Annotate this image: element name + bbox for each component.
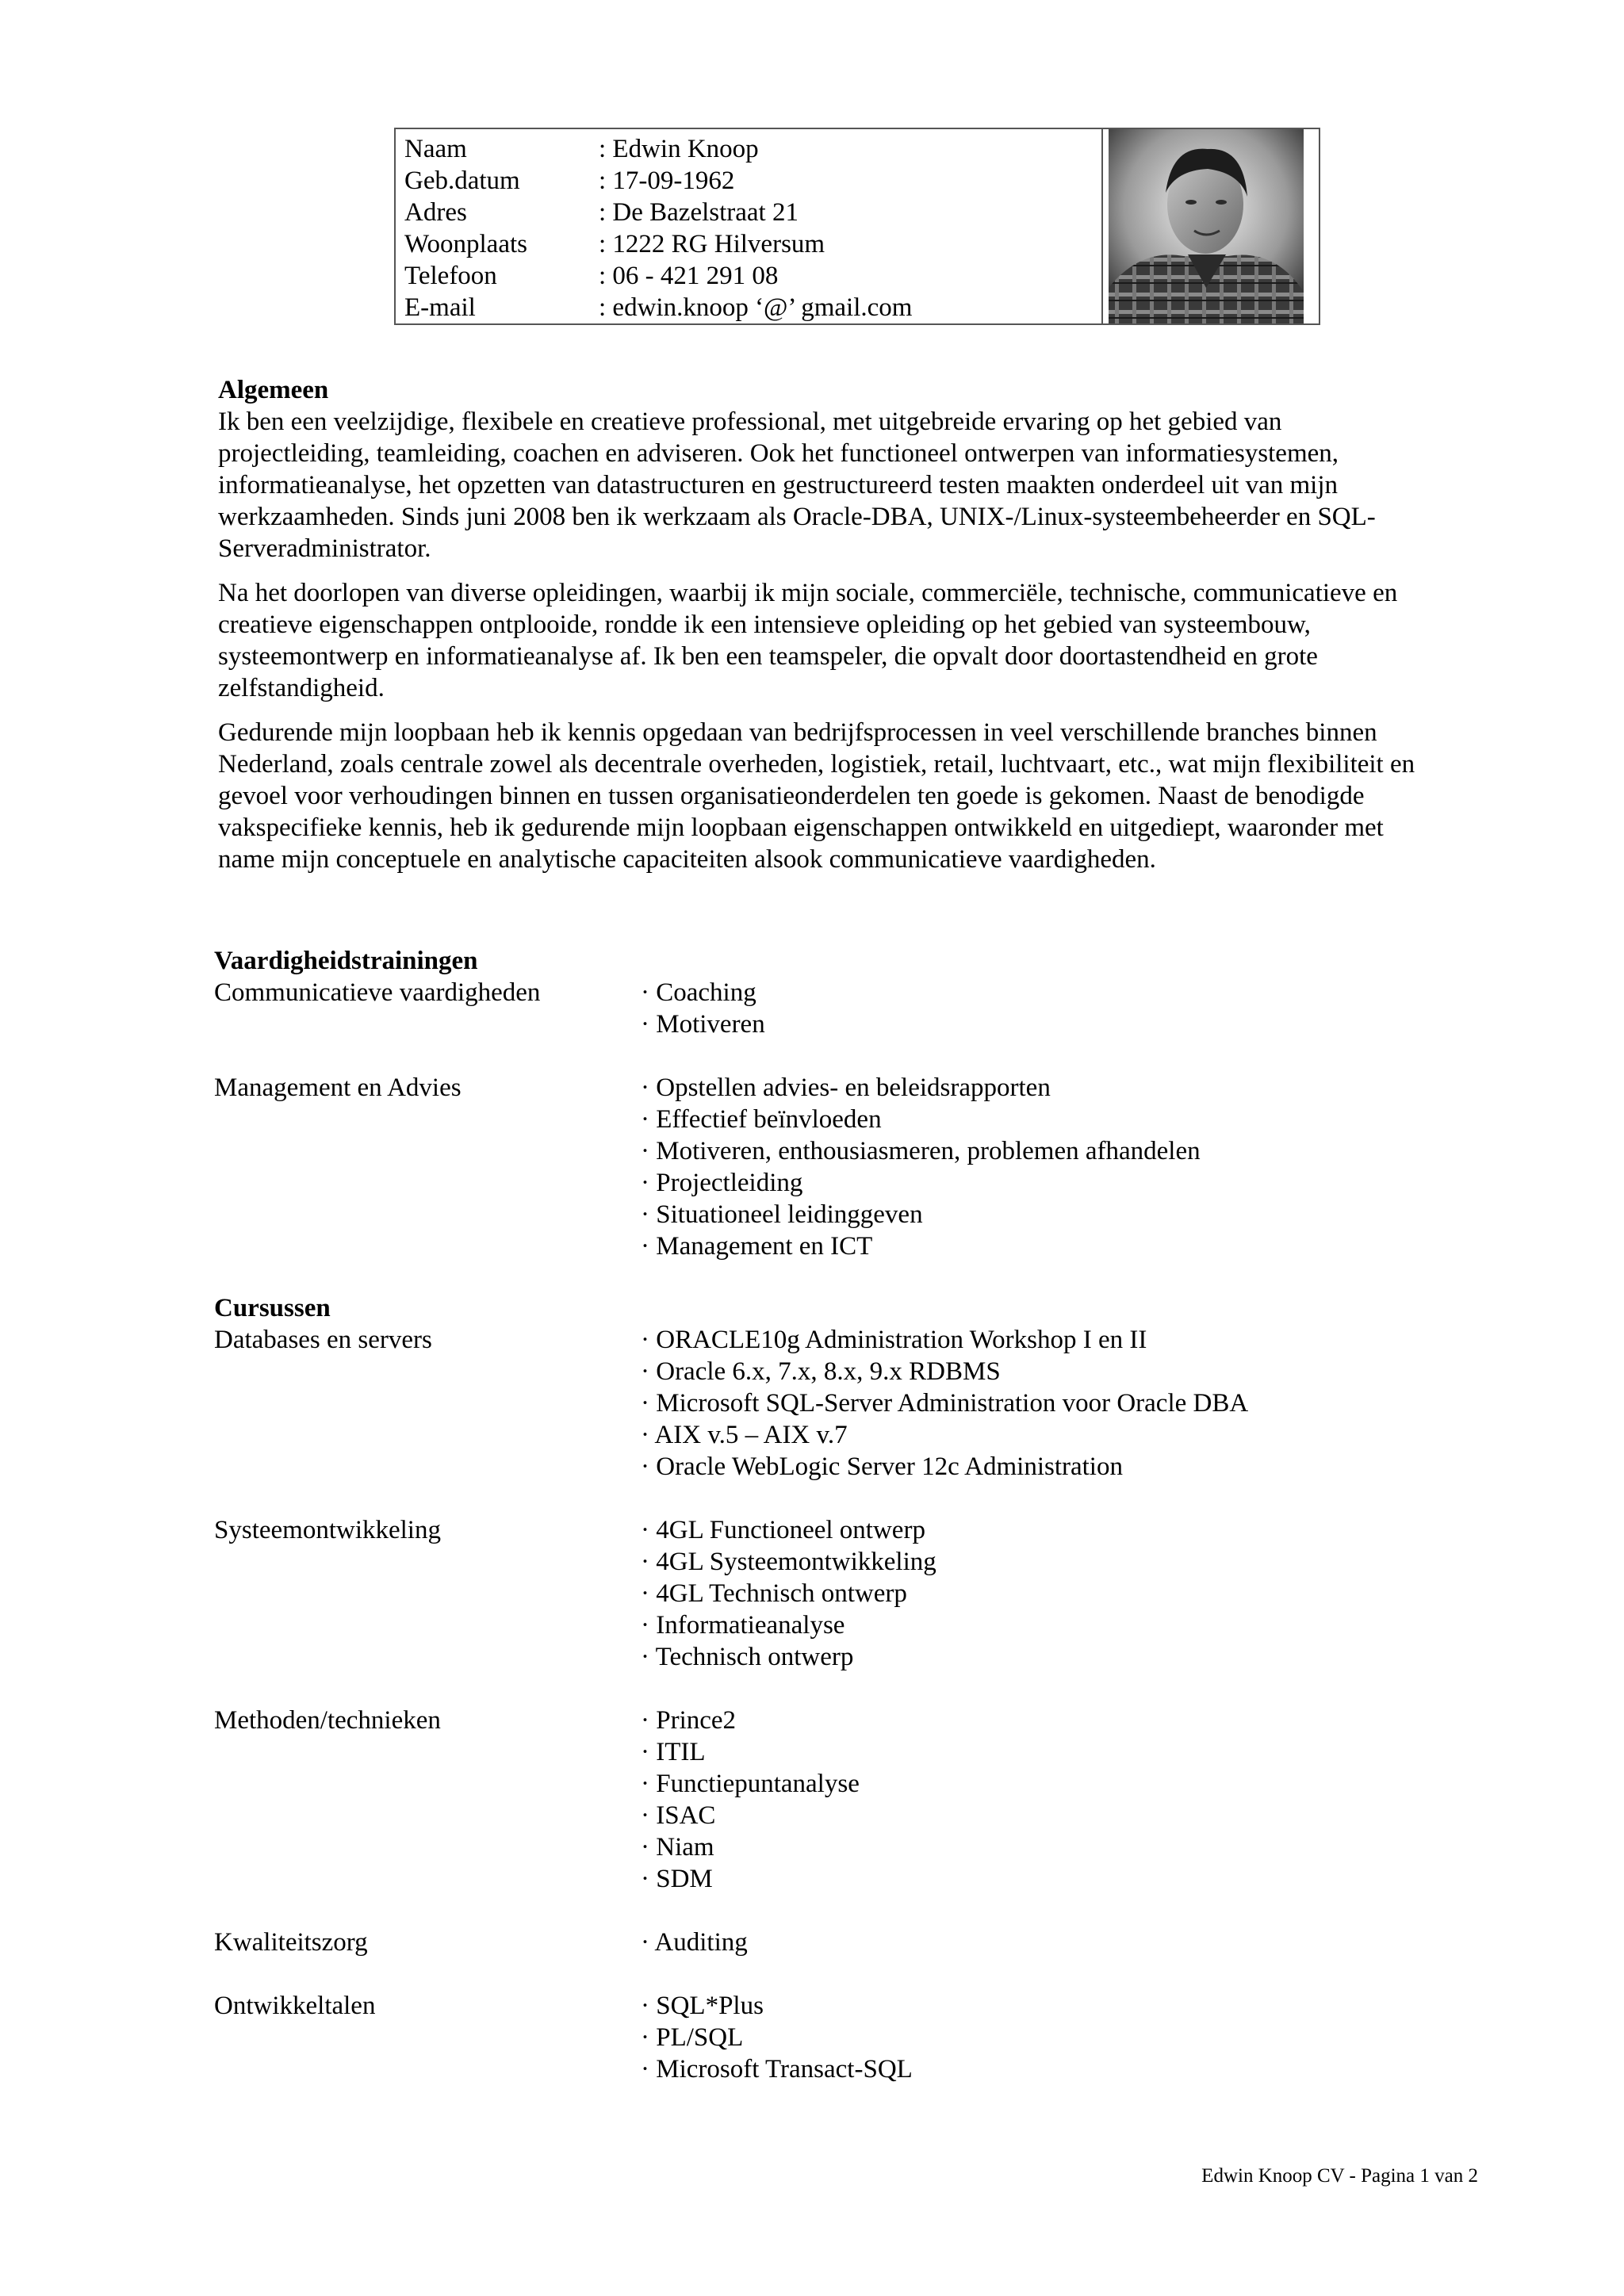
list-item: · AIX v.5 – AIX v.7 xyxy=(641,1421,848,1449)
section-algemeen xyxy=(218,374,1487,888)
detail-value: : Edwin Knoop xyxy=(599,135,759,163)
paragraph xyxy=(218,717,1487,875)
text-line: Gedurende mijn loopbaan heb ik kennis opgedaan van bedrijfsprocessen in veel verschillende branches binnen xyxy=(218,718,1377,747)
detail-value: : edwin.knoop ‘@’ gmail.com xyxy=(599,293,913,322)
text-line: gevoel voor verhoudingen binnen en tussen organisatieonderdelen ten goede is gekomen. Naast de benodigde xyxy=(218,782,1365,810)
section-heading: Cursussen xyxy=(214,1294,331,1322)
detail-row-email xyxy=(404,292,912,323)
skill-list xyxy=(641,977,765,1040)
text-line: Ik ben een veelzijdige, flexibele en creatieve professional, met uitgebreide ervaring op het gebied van xyxy=(218,408,1282,436)
skill-group-label: Ontwikkeltalen xyxy=(214,1992,376,2020)
text-line: name mijn conceptuele en analytische capaciteiten alsook communicatieve vaardigheden. xyxy=(218,845,1156,874)
skill-list xyxy=(641,1072,1201,1262)
skill-group-label: Management en Advies xyxy=(214,1073,462,1102)
list-item: · Oracle WebLogic Server 12c Administration xyxy=(641,1452,1123,1481)
text-line: systeemontwerp en informatieanalyse af. Ik ben een teamspeler, die opvalt door doortastendheid en grote xyxy=(218,642,1318,671)
skill-group-label: Methoden/technieken xyxy=(214,1706,441,1735)
skill-list xyxy=(641,1514,936,1673)
paragraph xyxy=(218,406,1487,564)
skill-group-ontwikkeltalen xyxy=(214,1990,1483,2085)
detail-row-telefoon xyxy=(404,260,912,292)
detail-value: : De Bazelstraat 21 xyxy=(599,198,799,227)
list-item: · 4GL Technisch ontwerp xyxy=(641,1579,907,1608)
list-item: · Management en ICT xyxy=(641,1232,873,1261)
skill-group-label: Databases en servers xyxy=(214,1326,432,1354)
skill-group-label: Kwaliteitszorg xyxy=(214,1928,368,1957)
text-line: informatieanalyse, het opzetten van datastructuren en gestructureerd testen maakten onderdeel uit van mijn xyxy=(218,471,1339,499)
list-item: · 4GL Systeemontwikkeling xyxy=(641,1548,936,1576)
skill-group-methoden xyxy=(214,1705,1483,1895)
list-item: · Oracle 6.x, 7.x, 8.x, 9.x RDBMS xyxy=(641,1357,1001,1386)
list-item: · 4GL Functioneel ontwerp xyxy=(641,1516,925,1544)
section-vaardigheidstrainingen xyxy=(214,945,1483,1262)
list-item: · ITIL xyxy=(641,1738,706,1766)
list-item: · Functiepuntanalyse xyxy=(641,1770,860,1798)
page-footer: Edwin Knoop CV - Pagina 1 van 2 xyxy=(1201,2165,1478,2187)
text-line: creatieve eigenschappen ontplooide, rondde ik een intensieve opleiding op het gebied van systeembouw, xyxy=(218,610,1311,639)
section-heading: Algemeen xyxy=(218,376,329,404)
skill-group-label: Systeemontwikkeling xyxy=(214,1516,441,1544)
list-item: · Coaching xyxy=(641,978,756,1007)
list-item: · Microsoft SQL-Server Administration voor Oracle DBA xyxy=(641,1389,1249,1418)
list-item: · ORACLE10g Administration Workshop I en II xyxy=(641,1326,1147,1354)
list-item: · Microsoft Transact-SQL xyxy=(641,2055,913,2084)
text-line: projectleiding, teamleiding, coachen en adviseren. Ook het functioneel ontwerpen van informatiesystemen, xyxy=(218,439,1339,468)
list-item: · Effectief beïnvloeden xyxy=(641,1105,882,1134)
list-item: · Situationeel leidinggeven xyxy=(641,1200,923,1229)
header-divider xyxy=(1101,128,1103,325)
detail-value: : 17-09-1962 xyxy=(599,166,735,195)
skill-list xyxy=(641,1324,1248,1483)
list-item: · Technisch ontwerp xyxy=(641,1643,854,1671)
list-item: · Informatieanalyse xyxy=(641,1611,845,1640)
list-item: · Prince2 xyxy=(641,1706,737,1735)
section-heading: Vaardigheidstrainingen xyxy=(214,947,478,975)
list-item: · PL/SQL xyxy=(641,2023,744,2052)
detail-row-geboortedatum xyxy=(404,165,912,197)
portrait-photo xyxy=(1109,129,1304,323)
detail-row-woonplaats xyxy=(404,228,912,260)
list-item: · Opstellen advies- en beleidsrapporten xyxy=(641,1073,1051,1102)
text-line: zelfstandigheid. xyxy=(218,674,385,702)
text-line: Nederland, zoals centrale zowel als decentrale overheden, logistiek, retail, luchtvaart, etc., wat mijn flexibiliteit en xyxy=(218,750,1415,779)
skill-list xyxy=(641,1990,913,2085)
list-item: · Auditing xyxy=(641,1928,748,1957)
list-item: · SQL*Plus xyxy=(641,1992,764,2020)
skill-group-systeemontwikkeling xyxy=(214,1514,1483,1673)
detail-row-adres xyxy=(404,197,912,228)
text-line: Na het doorlopen van diverse opleidingen, waarbij ik mijn sociale, commerciële, technische, communicatieve en xyxy=(218,579,1398,607)
detail-label: Woonplaats xyxy=(404,230,527,258)
detail-row-naam xyxy=(404,133,912,165)
detail-label: Adres xyxy=(404,198,467,227)
list-item: · Projectleiding xyxy=(641,1169,803,1197)
personal-details xyxy=(404,133,912,323)
detail-label: Naam xyxy=(404,135,467,163)
list-item: · ISAC xyxy=(641,1801,716,1830)
skill-group-kwaliteitszorg xyxy=(214,1927,1483,1958)
paragraph xyxy=(218,577,1487,704)
detail-label: Geb.datum xyxy=(404,166,520,195)
list-item: · Niam xyxy=(641,1833,714,1862)
detail-label: E-mail xyxy=(404,293,476,322)
detail-value: : 1222 RG Hilversum xyxy=(599,230,825,258)
skill-group-communicatie xyxy=(214,977,1483,1040)
detail-value: : 06 - 421 291 08 xyxy=(599,262,779,290)
section-cursussen xyxy=(214,1292,1483,2085)
skill-group-label: Communicatieve vaardigheden xyxy=(214,978,541,1007)
list-item: · Motiveren, enthousiasmeren, problemen afhandelen xyxy=(641,1137,1201,1165)
skill-list xyxy=(641,1705,860,1895)
skill-list xyxy=(641,1927,748,1958)
list-item: · Motiveren xyxy=(641,1010,765,1039)
list-item: · SDM xyxy=(641,1865,713,1893)
text-line: vakspecifieke kennis, heb ik gedurende mijn loopbaan eigenschappen ontwikkeld en uitgediept, waaronder met xyxy=(218,813,1384,842)
detail-label: Telefoon xyxy=(404,262,497,290)
skill-group-management xyxy=(214,1072,1483,1262)
text-line: Serveradministrator. xyxy=(218,534,431,563)
skill-group-databases xyxy=(214,1324,1483,1483)
text-line: werkzaamheden. Sinds juni 2008 ben ik werkzaam als Oracle-DBA, UNIX-/Linux-systeembeheerder en SQL- xyxy=(218,503,1376,531)
